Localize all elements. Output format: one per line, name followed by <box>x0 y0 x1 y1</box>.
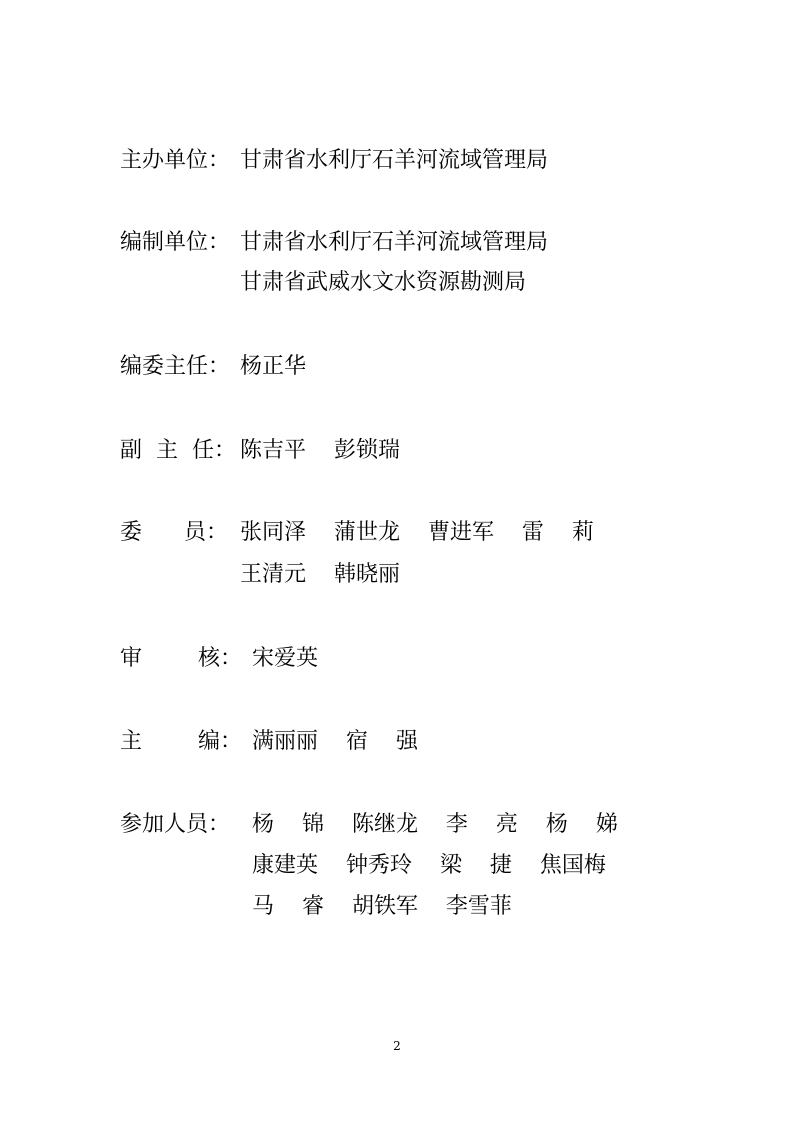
staff-label: 参加人员： <box>120 812 231 837</box>
host-label: 主办单位： <box>120 148 231 173</box>
compiler-value-2: 甘肃省武威水文水资源勘测局 <box>240 270 527 295</box>
staff-value-2: 康建英 钟秀玲 梁 捷 焦国梅 <box>252 853 606 878</box>
compiler-value-1: 甘肃省水利厅石羊河流域管理局 <box>240 230 549 255</box>
host-value: 甘肃省水利厅石羊河流域管理局 <box>240 148 549 173</box>
staff-value-3: 马 睿 胡铁军 李雪菲 <box>252 894 512 919</box>
members-value-1: 张同泽 蒲世龙 曹进军 雷 莉 <box>240 520 594 545</box>
staff-value-1: 杨 锦 陈继龙 李 亮 杨 娣 <box>252 812 618 837</box>
reviewer-label: 审 核： <box>120 646 242 671</box>
director-label: 编委主任： <box>120 354 231 379</box>
reviewer-value: 宋爱英 <box>252 646 319 671</box>
compiler-label: 编制单位： <box>120 230 231 255</box>
editor-value: 满丽丽 宿 强 <box>252 729 418 754</box>
members-label: 委 员： <box>120 520 228 545</box>
page-number: 2 <box>393 1039 401 1053</box>
director-value: 杨正华 <box>240 354 307 379</box>
editor-label: 主 编： <box>120 729 242 754</box>
deputy-value: 陈吉平 彭锁瑞 <box>240 438 400 463</box>
deputy-label: 副 主 任： <box>120 438 236 463</box>
members-value-2: 王清元 韩晓丽 <box>240 562 400 587</box>
